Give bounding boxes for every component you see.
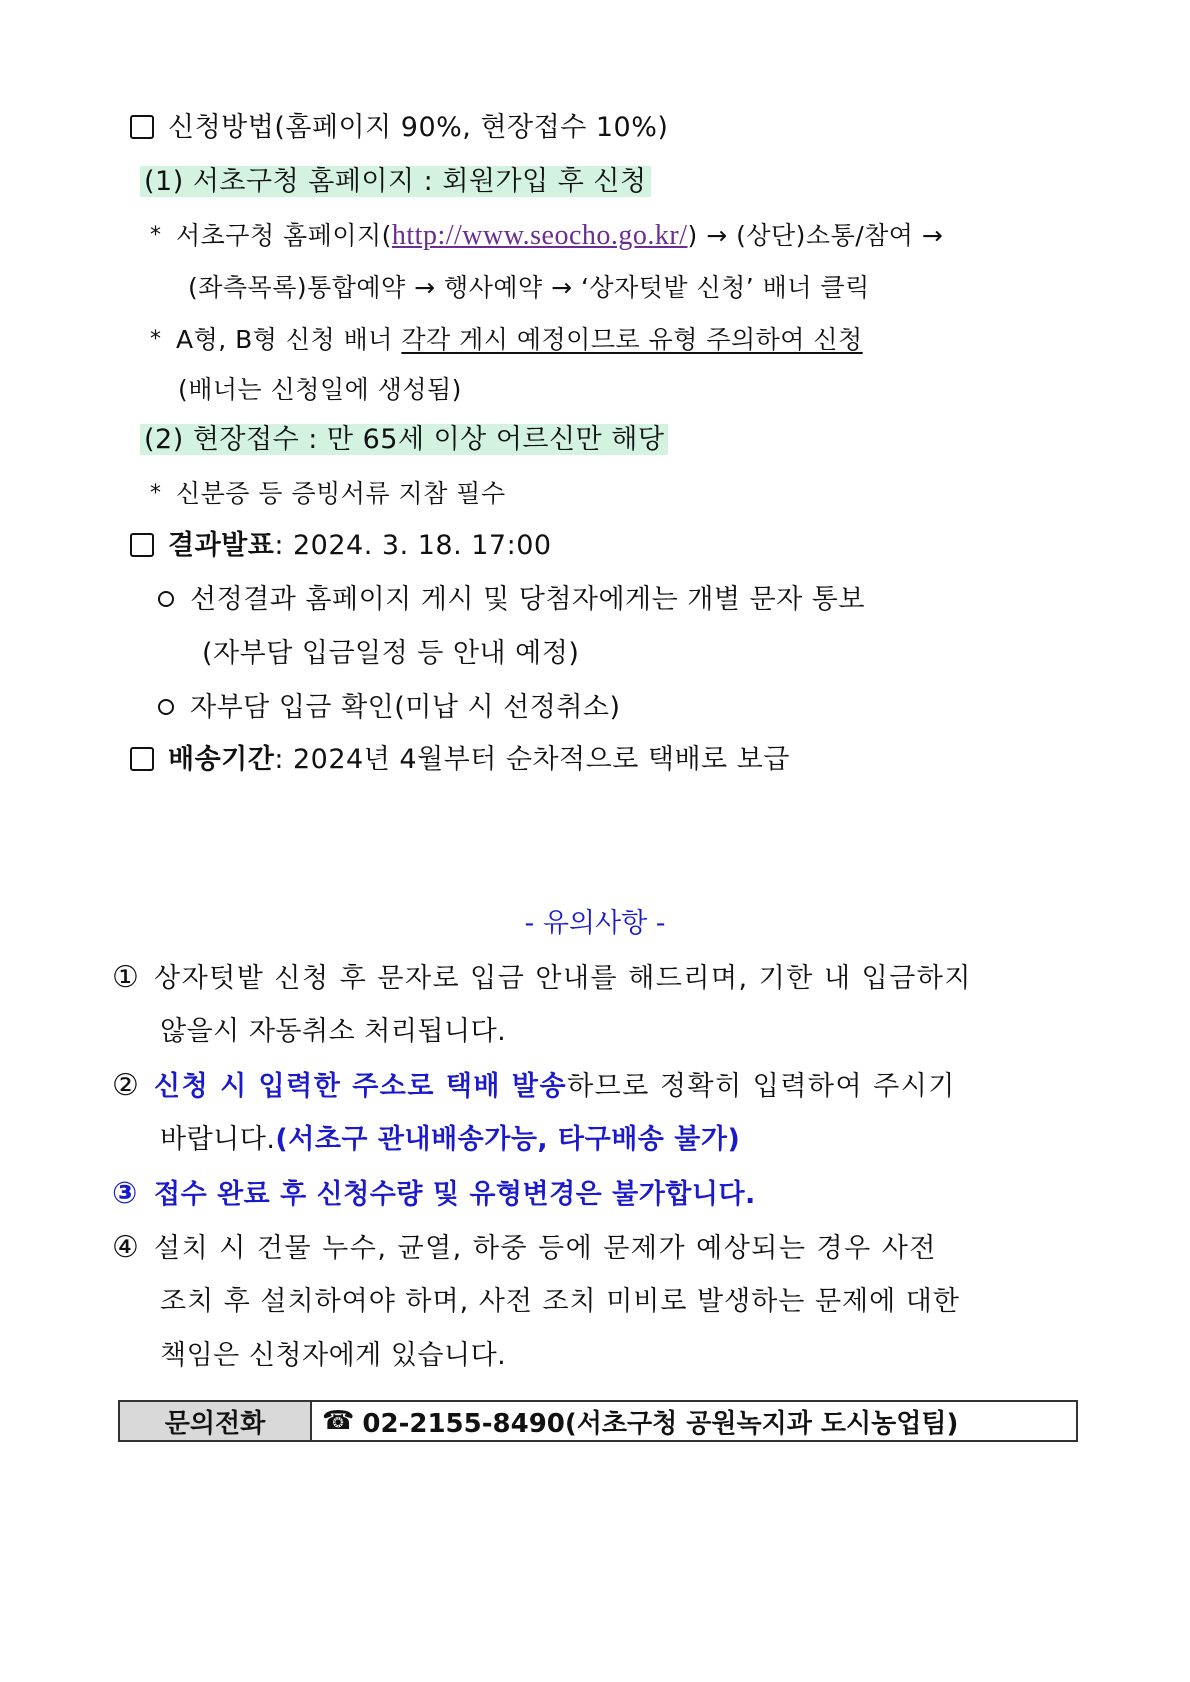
homepage-link[interactable]: http://www.seocho.go.kr/	[391, 220, 688, 251]
apply-sub-onsite: (2) 현장접수 : 만 65세 이상 어르신만 해당	[140, 420, 668, 460]
notice-item-3: ③ 접수 완료 후 신청수량 및 유형변경은 불가합니다.	[112, 1176, 756, 1211]
result-item-1: 선정결과 홈페이지 게시 및 당첨자에게는 개별 문자 통보	[158, 580, 865, 620]
contact-value	[312, 1402, 1076, 1440]
checkbox-icon	[130, 533, 154, 557]
apply-heading: 신청방법(홈페이지 90%, 현장접수 10%)	[130, 108, 668, 148]
notice-heading: - 유의사항 -	[524, 908, 666, 939]
result-item-2: 자부담 입금 확인(미납 시 선정취소)	[158, 688, 621, 728]
checkbox-icon	[130, 115, 154, 139]
notice-item-2-line2: 바랍니다.(서초구 관내배송가능, 타구배송 불가)	[160, 1124, 741, 1155]
notice-item-1-line2: 않을시 자동취소 처리됩니다.	[160, 1016, 507, 1047]
circle-bullet-icon	[158, 699, 174, 715]
notice-item-1: ① 상자텃밭 신청 후 문자로 입금 안내를 해드리며, 기한 내 입금하지	[112, 960, 972, 995]
contact-phone-text: 02-2155-8490(서초구청 공원녹지과 도시농업팀)	[362, 1408, 959, 1439]
asterisk-icon: *	[150, 223, 162, 248]
contact-table	[118, 1400, 1078, 1442]
apply-note-banner-2: (배너는 신청일에 생성됨)	[178, 375, 462, 404]
delivery-heading: 배송기간: 2024년 4월부터 순차적으로 택배로 보급	[130, 740, 790, 780]
apply-note-banner: * A형, B형 신청 배너 각각 게시 예정이므로 유형 주의하여 신청	[150, 320, 863, 360]
notice-item-4-line3: 책임은 신청자에게 있습니다.	[160, 1340, 507, 1371]
notice-item-2: ② 신청 시 입력한 주소로 택배 발송하므로 정확히 입력하여 주시기	[112, 1068, 956, 1103]
result-item-1-line2: (자부담 입금일정 등 안내 예정)	[202, 638, 580, 669]
apply-note-homepage-path: * 서초구청 홈페이지(http://www.seocho.go.kr/) → (상단)소통/참여 →	[150, 216, 943, 256]
asterisk-icon: *	[150, 327, 162, 352]
apply-sub-homepage: (1) 서초구청 홈페이지 : 회원가입 후 신청	[140, 162, 651, 202]
circle-bullet-icon	[158, 591, 174, 607]
contact-label: 문의전화	[120, 1402, 312, 1440]
result-heading: 결과발표: 2024. 3. 18. 17:00	[130, 526, 552, 566]
asterisk-icon: *	[150, 481, 162, 506]
apply-note-onsite: * 신분증 등 증빙서류 지참 필수	[150, 474, 506, 514]
notice-item-4: ④ 설치 시 건물 누수, 균열, 하중 등에 문제가 예상되는 경우 사전	[112, 1230, 937, 1265]
phone-icon: ☎	[322, 1406, 355, 1436]
apply-note-homepage-path-2: (좌측목록)통합예약 → 행사예약 → ‘상자텃밭 신청’ 배너 클릭	[188, 273, 870, 302]
notice-item-4-line2: 조치 후 설치하여야 하며, 사전 조치 미비로 발생하는 문제에 대한	[160, 1286, 960, 1317]
checkbox-icon	[130, 747, 154, 771]
